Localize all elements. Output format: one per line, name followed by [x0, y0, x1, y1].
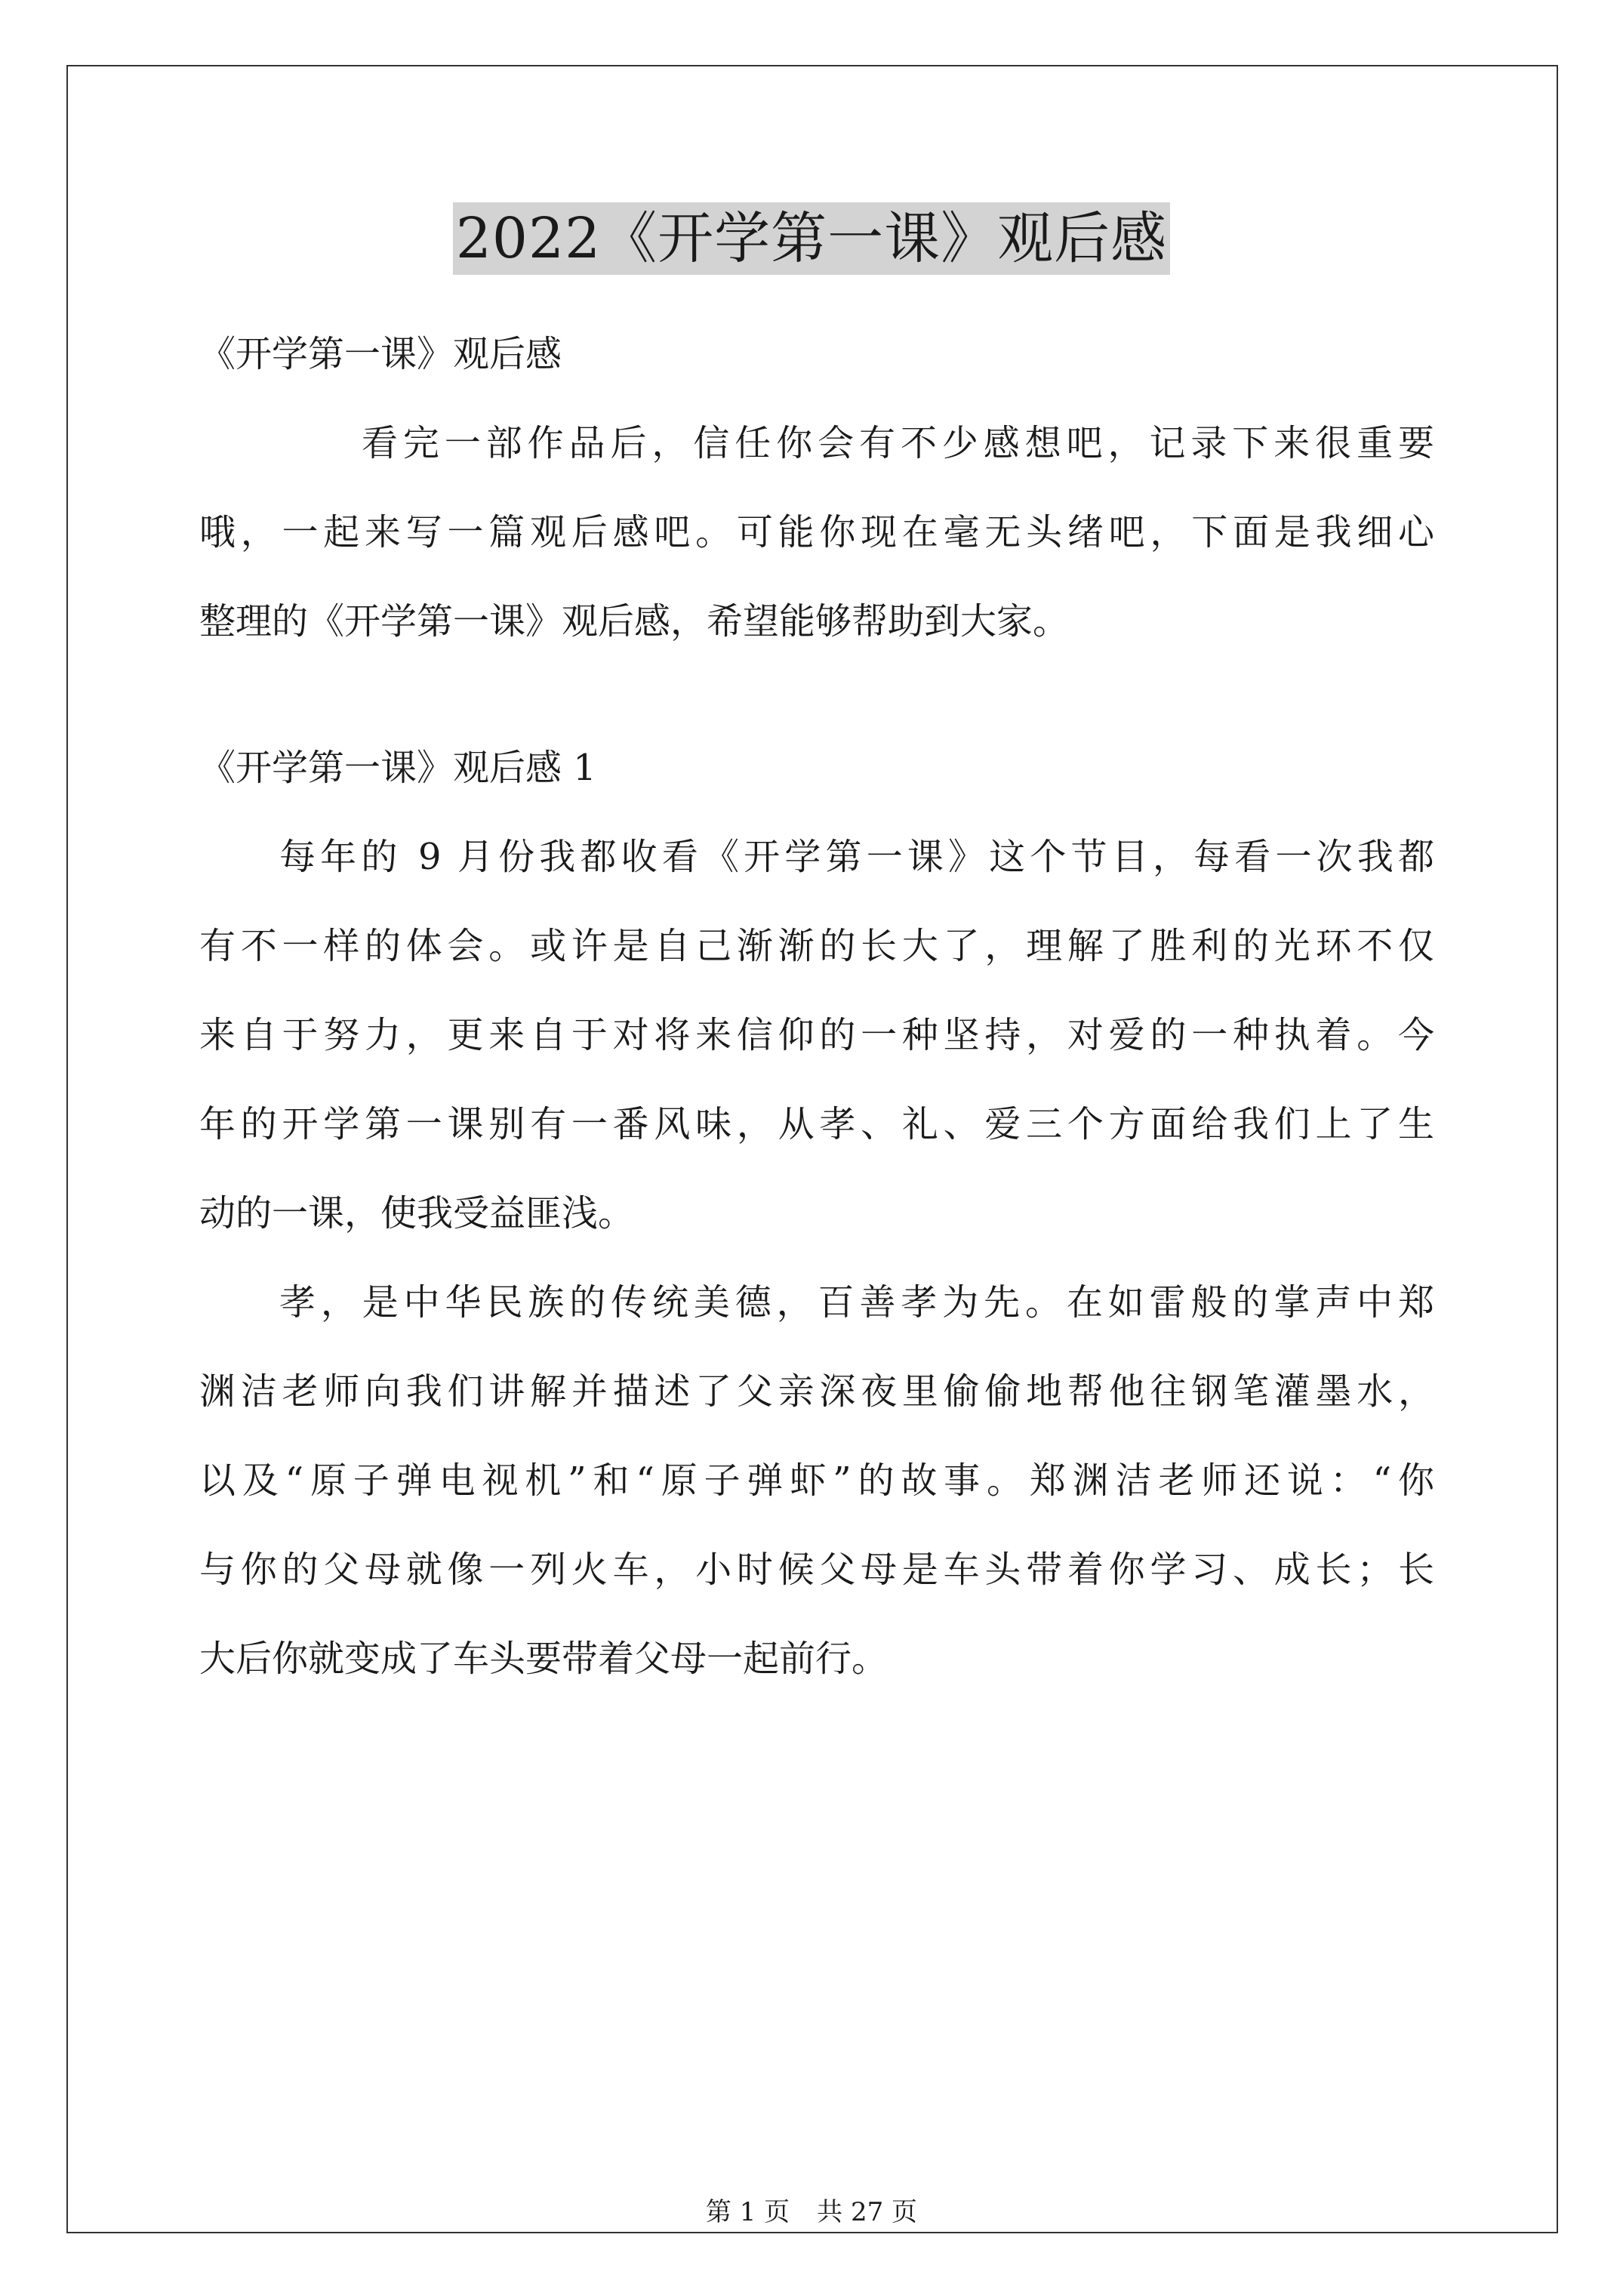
paragraph-line: 年的开学第一课别有一番风味，从孝、礼、爱三个方面给我们上了生: [199, 1103, 1434, 1145]
paragraph-line: 渊洁老师向我们讲解并描述了父亲深夜里偷偷地帮他往钢笔灌墨水，: [199, 1370, 1434, 1413]
document-title: 2022《开学第一课》观后感: [453, 202, 1170, 275]
paragraph-line: 与你的父母就像一列火车，小时候父母是车头带着你学习、成长；长: [199, 1549, 1434, 1591]
section-heading: 《开学第一课》观后感 1: [199, 747, 596, 789]
paragraph-1: [199, 812, 1434, 1258]
paragraph-line: 大后你就变成了车头要带着父母一起前行。: [199, 1638, 888, 1680]
intro-heading: 《开学第一课》观后感: [199, 333, 562, 375]
paragraph-line: 以及“原子弹电视机”和“原子弹虾”的故事。郑渊洁老师还说：“你: [199, 1459, 1434, 1502]
paragraph-line: 孝，是中华民族的传统美德，百善孝为先。在如雷般的掌声中郑: [279, 1281, 1434, 1324]
intro-line: 整理的《开学第一课》观后感，希望能够帮助到大家。: [199, 600, 1070, 643]
paragraph-line: 来自于努力，更来自于对将来信仰的一种坚持，对爱的一种执着。今: [199, 1014, 1434, 1056]
paragraph-2: [199, 1258, 1434, 1703]
title-container: [0, 202, 1623, 275]
page-total: 共 27 页: [817, 2197, 918, 2227]
intro-paragraph: [199, 399, 1434, 666]
page-footer: [0, 2197, 1623, 2227]
document-body: [199, 310, 1434, 1703]
paragraph-line: 动的一课，使我受益匪浅。: [199, 1192, 635, 1234]
intro-line: 看完一部作品后，信任你会有不少感想吧，记录下来很重要: [362, 422, 1434, 464]
page-number: 第 1 页: [705, 2197, 790, 2227]
section-gap: [199, 666, 1434, 723]
paragraph-line: 每年的 9 月份我都收看《开学第一课》这个节目，每看一次我都: [279, 836, 1434, 878]
paragraph-line: 有不一样的体会。或许是自己渐渐的长大了，理解了胜利的光环不仅: [199, 925, 1434, 967]
intro-line: 哦，一起来写一篇观后感吧。可能你现在毫无头绪吧，下面是我细心: [199, 511, 1434, 553]
